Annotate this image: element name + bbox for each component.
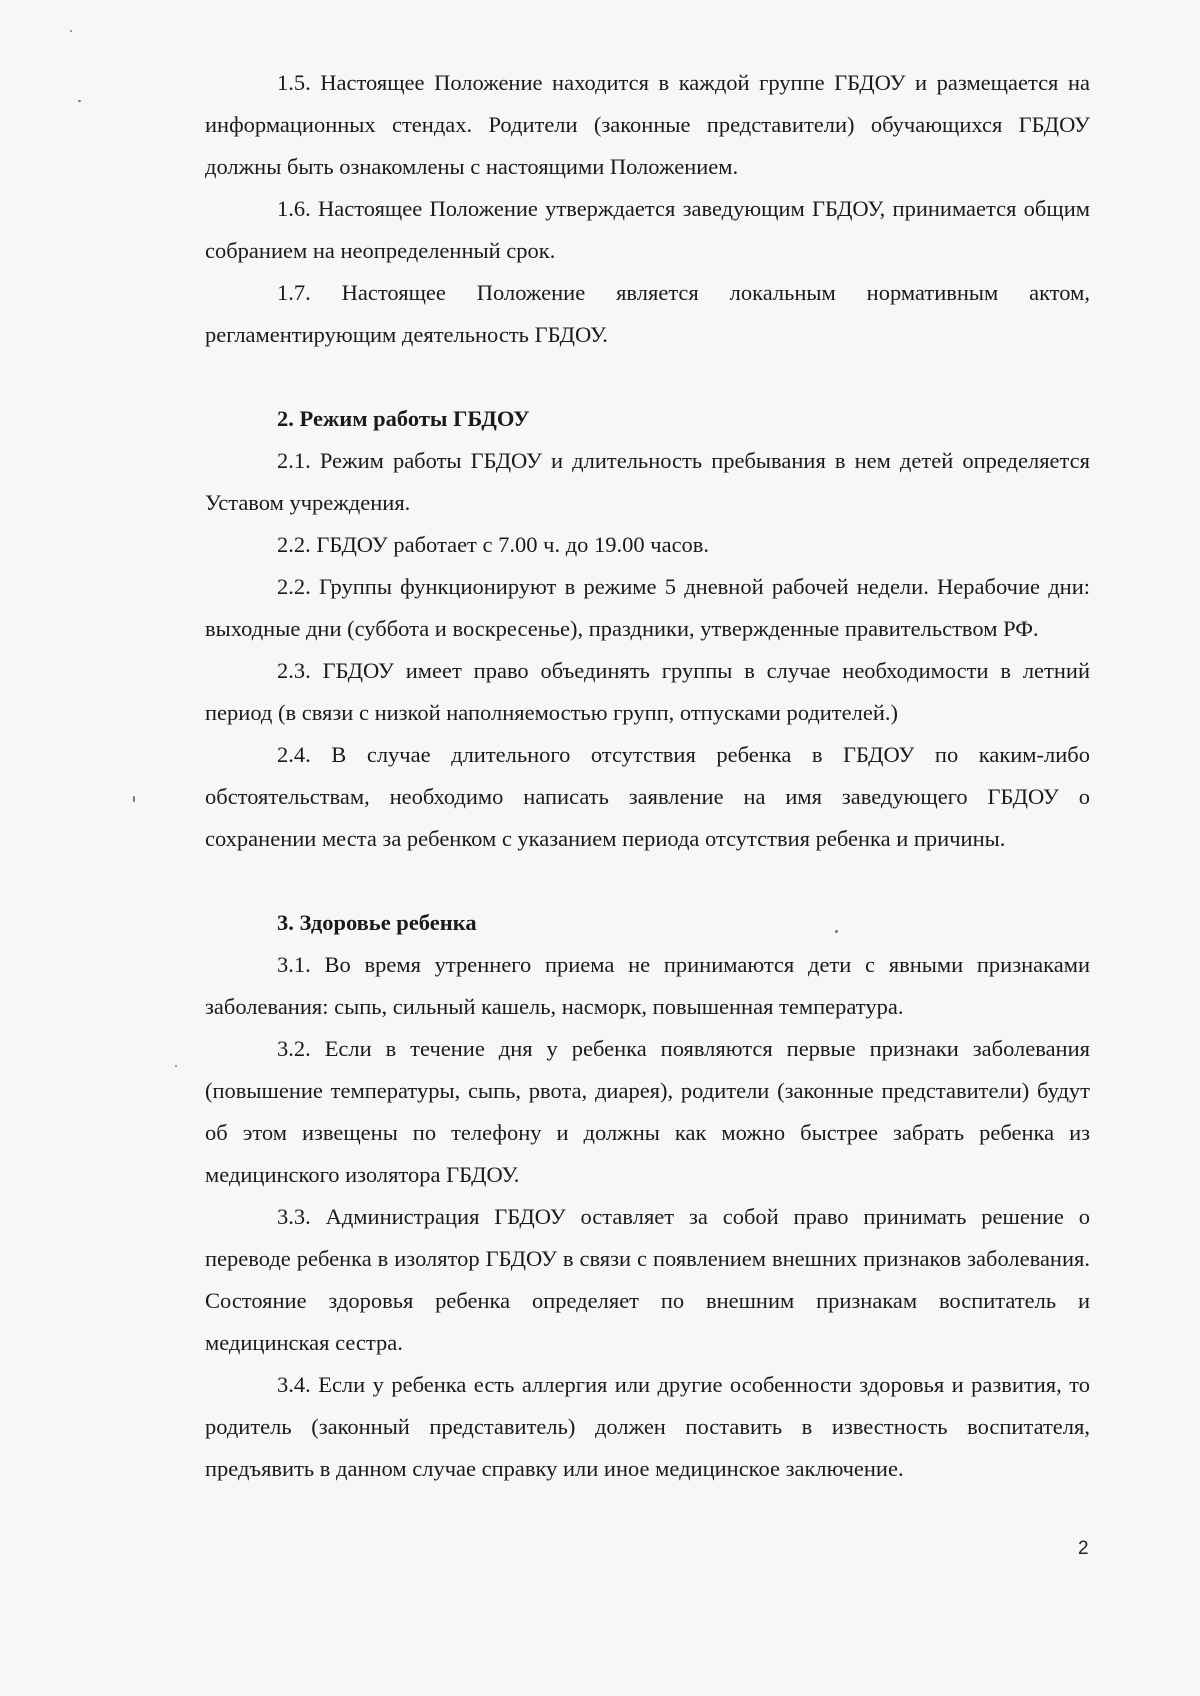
paragraph-2-3: 2.3. ГБДОУ имеет право объединять группы в случае необходимости в летний период (в связи с низкой наполняемостью групп, отпусками родителей.) — [205, 658, 1090, 725]
scan-speck — [70, 30, 72, 32]
paragraph-3-2: 3.2. Если в течение дня у ребенка появляются первые признаки заболевания (повышение температуры, сыпь, рвота, диарея), родители (законные представители) будут об этом извещены по телефону и должны как можно быстрее забрать ребенка из медицинского изолятора ГБДОУ. — [205, 1036, 1090, 1187]
paragraph-1-7: 1.7. Настоящее Положение является локальным нормативным актом, регламентирующим деятельность ГБДОУ. — [205, 280, 1090, 347]
scan-speck — [133, 796, 135, 802]
paragraph-2-2b: 2.2. Группы функционируют в режиме 5 дневной рабочей недели. Нерабочие дни: выходные дни (суббота и воскресенье), праздники, утвержденные правительством РФ. — [205, 574, 1090, 641]
section-3-heading: 3. Здоровье ребенка — [277, 910, 477, 935]
paragraph-3-3: 3.3. Администрация ГБДОУ оставляет за собой право принимать решение о переводе ребенка в изолятор ГБДОУ в связи с появлением внешних признаков заболевания. Состояние здоровья ребенка определяет по внешним признакам воспитатель и медицинская сестра. — [205, 1204, 1090, 1355]
paragraph-1-5: 1.5. Настоящее Положение находится в каждой группе ГБДОУ и размещается на информационных стендах. Родители (законные представители) обучающихся ГБДОУ должны быть ознакомлены с настоящими Положением. — [205, 70, 1090, 179]
scan-speck — [175, 1065, 177, 1067]
document-body — [205, 62, 1090, 1490]
paragraph-3-1: 3.1. Во время утреннего приема не принимаются дети с явными признаками заболевания: сыпь, сильный кашель, насморк, повышенная температура. — [205, 952, 1090, 1019]
paragraph-2-4: 2.4. В случае длительного отсутствия ребенка в ГБДОУ по каким-либо обстоятельствам, необходимо написать заявление на имя заведующего ГБДОУ о сохранении места за ребенком с указанием периода отсутствия ребенка и причины. — [205, 742, 1090, 851]
paragraph-1-6: 1.6. Настоящее Положение утверждается заведующим ГБДОУ, принимается общим собранием на неопределенный срок. — [205, 196, 1090, 263]
page-number: 2 — [1078, 1538, 1089, 1559]
scan-speck — [78, 100, 81, 102]
paragraph-3-4: 3.4. Если у ребенка есть аллергия или другие особенности здоровья и развития, то родитель (законный представитель) должен поставить в известность воспитателя, предъявить в данном случае справку или иное медицинское заключение. — [205, 1372, 1090, 1481]
paragraph-2-1: 2.1. Режим работы ГБДОУ и длительность пребывания в нем детей определяется Уставом учреждения. — [205, 448, 1090, 515]
section-2-heading: 2. Режим работы ГБДОУ — [277, 406, 530, 431]
paragraph-2-2a: 2.2. ГБДОУ работает с 7.00 ч. до 19.00 часов. — [277, 532, 710, 557]
